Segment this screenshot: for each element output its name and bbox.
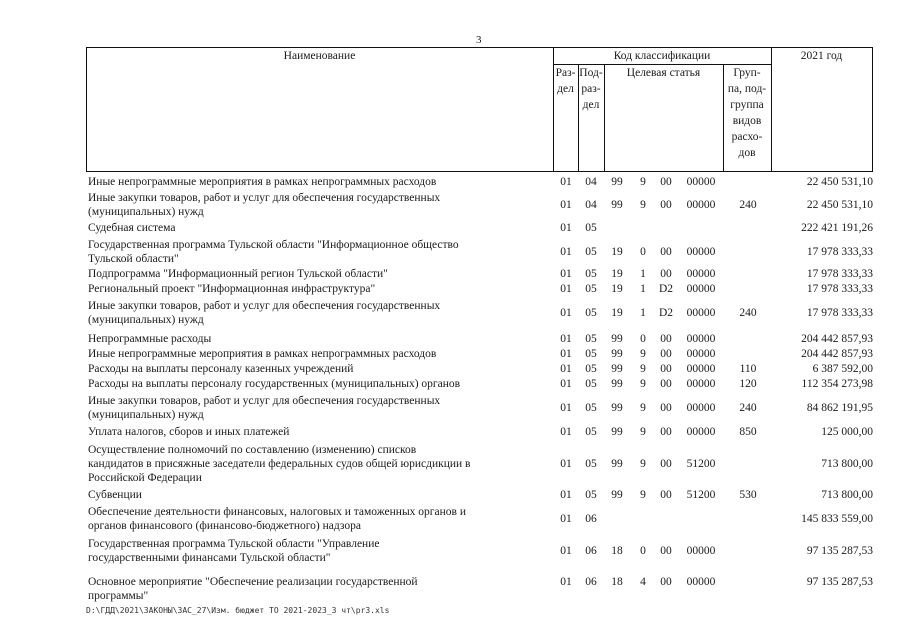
cell-t2: 1: [640, 307, 646, 319]
row-name: Иные непрограммные мероприятия в рамках непрограммных расходов: [88, 348, 437, 360]
table-row: [86, 377, 873, 391]
cell-t3: 00: [660, 176, 672, 188]
cell-t3: 00: [660, 268, 672, 280]
cell-amount: 84 862 191,95: [806, 402, 873, 414]
row-name: Иные непрограммные мероприятия в рамках непрограммных расходов: [88, 176, 437, 188]
cell-t4: 00000: [686, 402, 716, 414]
cell-t2: 9: [640, 458, 646, 470]
cell-t1: 99: [611, 176, 623, 188]
header-razdel: Раз- дел: [555, 67, 576, 95]
cell-amount: 713 800,00: [821, 489, 873, 501]
cell-t4: 00000: [686, 333, 716, 345]
row-name: Подпрограмма "Информационный регион Тульской области": [88, 268, 388, 280]
cell-t3: 00: [660, 426, 672, 438]
header-divider-year: [771, 47, 772, 172]
row-name: Государственная программа Тульской области "Информационное общество Тульской области": [88, 239, 459, 265]
cell-pr: 05: [585, 489, 597, 501]
cell-amount: 713 800,00: [821, 458, 873, 470]
cell-amount: 204 442 857,93: [801, 333, 873, 345]
cell-rz: 01: [560, 222, 572, 234]
table-row: [86, 238, 873, 266]
row-name: Основное мероприятие "Обеспечение реализации государственной программы": [88, 576, 418, 602]
cell-t3: 00: [660, 458, 672, 470]
cell-rz: 01: [560, 246, 572, 258]
cell-pr: 06: [585, 513, 597, 525]
cell-t3: 00: [660, 363, 672, 375]
row-name: Региональный проект "Информационная инфраструктура": [88, 283, 376, 295]
cell-pr: 05: [585, 333, 597, 345]
cell-t1: 99: [611, 402, 623, 414]
cell-t2: 4: [640, 576, 646, 588]
cell-t1: 19: [611, 246, 623, 258]
cell-grp: 120: [739, 378, 757, 390]
cell-t1: 99: [611, 363, 623, 375]
row-name: Осуществление полномочий по составлению (изменению) списков кандидатов в присяжные заседатели федеральных судов общей юрисдикции в Российской Федерации: [88, 444, 471, 484]
cell-rz: 01: [560, 489, 572, 501]
cell-pr: 06: [585, 545, 597, 557]
cell-t2: 0: [640, 246, 646, 258]
cell-t1: 99: [611, 348, 623, 360]
table-row: [86, 267, 873, 281]
cell-t2: 0: [640, 545, 646, 557]
cell-grp: 240: [739, 199, 757, 211]
cell-grp: 240: [739, 402, 757, 414]
cell-t4: 00000: [686, 246, 716, 258]
cell-pr: 05: [585, 426, 597, 438]
header-name: Наименование: [283, 50, 356, 62]
cell-t3: 00: [660, 246, 672, 258]
table-row: [86, 362, 873, 376]
cell-t1: 99: [611, 458, 623, 470]
row-name: Судебная система: [88, 222, 176, 234]
table-header: [86, 47, 873, 172]
cell-t2: 9: [640, 176, 646, 188]
cell-t4: 51200: [686, 489, 716, 501]
cell-pr: 05: [585, 348, 597, 360]
cell-t4: 51200: [686, 458, 716, 470]
cell-rz: 01: [560, 307, 572, 319]
cell-pr: 05: [585, 246, 597, 258]
cell-t2: 9: [640, 199, 646, 211]
cell-amount: 145 833 559,00: [801, 513, 873, 525]
table-row: [86, 537, 873, 565]
cell-t2: 9: [640, 348, 646, 360]
table-row: [86, 191, 873, 219]
row-name: Иные закупки товаров, работ и услуг для обеспечения государственных (муниципальных) нужд: [88, 300, 441, 326]
cell-t4: 00000: [686, 363, 716, 375]
table-row: [86, 575, 873, 602]
cell-amount: 17 978 333,33: [806, 307, 873, 319]
cell-t4: 00000: [686, 268, 716, 280]
cell-rz: 01: [560, 176, 572, 188]
cell-grp: 240: [739, 307, 757, 319]
table-row: [86, 299, 873, 327]
table-row: [86, 488, 873, 502]
table-row: [86, 505, 873, 533]
cell-t4: 00000: [686, 576, 716, 588]
cell-t1: 19: [611, 307, 623, 319]
cell-amount: 125 000,00: [821, 426, 873, 438]
cell-t2: 9: [640, 378, 646, 390]
cell-t2: 9: [640, 426, 646, 438]
cell-amount: 97 135 287,53: [806, 545, 873, 557]
table-row: [86, 347, 873, 361]
cell-amount: 204 442 857,93: [801, 348, 873, 360]
cell-t2: 9: [640, 402, 646, 414]
cell-rz: 01: [560, 458, 572, 470]
cell-t3: 00: [660, 378, 672, 390]
cell-t3: 00: [660, 489, 672, 501]
table-row: [86, 394, 873, 422]
cell-pr: 04: [585, 176, 597, 188]
cell-pr: 05: [585, 307, 597, 319]
cell-t1: 99: [611, 489, 623, 501]
table-row: [86, 175, 873, 189]
cell-rz: 01: [560, 348, 572, 360]
file-path-footer: D:\ГДД\2021\ЗАКОНЫ\ЗАС_27\Изм. бюджет ТО 2021-2023_3 чт\pr3.xls: [86, 606, 390, 615]
cell-rz: 01: [560, 513, 572, 525]
cell-t4: 00000: [686, 307, 716, 319]
cell-rz: 01: [560, 199, 572, 211]
cell-t4: 00000: [686, 283, 716, 295]
cell-t2: 0: [640, 333, 646, 345]
table-row: [86, 425, 873, 439]
cell-t1: 99: [611, 333, 623, 345]
row-name: Субвенции: [88, 489, 142, 501]
cell-t1: 19: [611, 283, 623, 295]
row-name: Уплата налогов, сборов и иных платежей: [88, 426, 290, 438]
cell-t2: 9: [640, 363, 646, 375]
cell-t3: 00: [660, 402, 672, 414]
header-group: Груп- па, под- группа видов расхо- дов: [727, 67, 767, 159]
table-row: [86, 443, 873, 485]
cell-t1: 99: [611, 199, 623, 211]
cell-amount: 17 978 333,33: [806, 268, 873, 280]
cell-rz: 01: [560, 545, 572, 557]
row-name: Иные закупки товаров, работ и услуг для обеспечения государственных (муниципальных) нужд: [88, 395, 441, 421]
table-row: [86, 282, 873, 296]
row-name: Расходы на выплаты персоналу казенных учреждений: [88, 363, 354, 375]
header-podrazdel: Под- раз- дел: [579, 67, 603, 111]
table-row: [86, 221, 873, 235]
cell-t1: 99: [611, 378, 623, 390]
cell-rz: 01: [560, 576, 572, 588]
row-name: Непрограммные расходы: [88, 333, 212, 345]
cell-amount: 97 135 287,53: [806, 576, 873, 588]
cell-t3: 00: [660, 348, 672, 360]
cell-t4: 00000: [686, 199, 716, 211]
cell-amount: 22 450 531,10: [806, 176, 873, 188]
cell-grp: 110: [739, 363, 757, 375]
cell-amount: 222 421 191,26: [801, 222, 873, 234]
row-name: Иные закупки товаров, работ и услуг для обеспечения государственных (муниципальных) нужд: [88, 192, 441, 218]
cell-t4: 00000: [686, 176, 716, 188]
cell-pr: 04: [585, 199, 597, 211]
cell-t1: 18: [611, 576, 623, 588]
cell-t3: 00: [660, 333, 672, 345]
cell-t2: 9: [640, 489, 646, 501]
table-row: [86, 332, 873, 346]
cell-t4: 00000: [686, 426, 716, 438]
cell-grp: 530: [739, 489, 757, 501]
cell-pr: 05: [585, 268, 597, 280]
cell-amount: 17 978 333,33: [806, 246, 873, 258]
cell-amount: 6 387 592,00: [812, 363, 873, 375]
cell-pr: 05: [585, 402, 597, 414]
cell-amount: 17 978 333,33: [806, 283, 873, 295]
header-target-article: Целевая статья: [626, 67, 701, 79]
cell-pr: 06: [585, 576, 597, 588]
row-name: Обеспечение деятельности финансовых, налоговых и таможенных органов и органов финансового (финансово-бюджетного) надзора: [88, 506, 466, 532]
cell-t3: 00: [660, 576, 672, 588]
row-name: Расходы на выплаты персоналу государственных (муниципальных) органов: [88, 378, 461, 390]
cell-t3: 00: [660, 199, 672, 211]
header-classification: Код классификации: [613, 50, 711, 62]
page-number: 3: [476, 34, 482, 46]
header-right-border: [872, 47, 873, 172]
cell-rz: 01: [560, 402, 572, 414]
cell-t3: 00: [660, 545, 672, 557]
cell-pr: 05: [585, 363, 597, 375]
cell-pr: 05: [585, 283, 597, 295]
cell-rz: 01: [560, 363, 572, 375]
cell-t3: D2: [658, 283, 674, 295]
cell-rz: 01: [560, 283, 572, 295]
cell-t1: 19: [611, 268, 623, 280]
cell-t4: 00000: [686, 348, 716, 360]
header-year: 2021 год: [800, 50, 843, 62]
cell-t2: 1: [640, 268, 646, 280]
header-bottom-border: [86, 171, 873, 172]
cell-t4: 00000: [686, 545, 716, 557]
cell-rz: 01: [560, 268, 572, 280]
cell-rz: 01: [560, 378, 572, 390]
cell-t2: 1: [640, 283, 646, 295]
cell-amount: 22 450 531,10: [806, 199, 873, 211]
cell-amount: 112 354 273,98: [801, 378, 873, 390]
cell-t4: 00000: [686, 378, 716, 390]
cell-grp: 850: [739, 426, 757, 438]
cell-t1: 18: [611, 545, 623, 557]
header-left-border: [86, 47, 87, 172]
cell-pr: 05: [585, 458, 597, 470]
cell-rz: 01: [560, 426, 572, 438]
cell-t1: 99: [611, 426, 623, 438]
cell-pr: 05: [585, 378, 597, 390]
cell-pr: 05: [585, 222, 597, 234]
cell-t3: D2: [658, 307, 674, 319]
row-name: Государственная программа Тульской области "Управление государственными финансами Тульской области": [88, 538, 380, 564]
cell-rz: 01: [560, 333, 572, 345]
